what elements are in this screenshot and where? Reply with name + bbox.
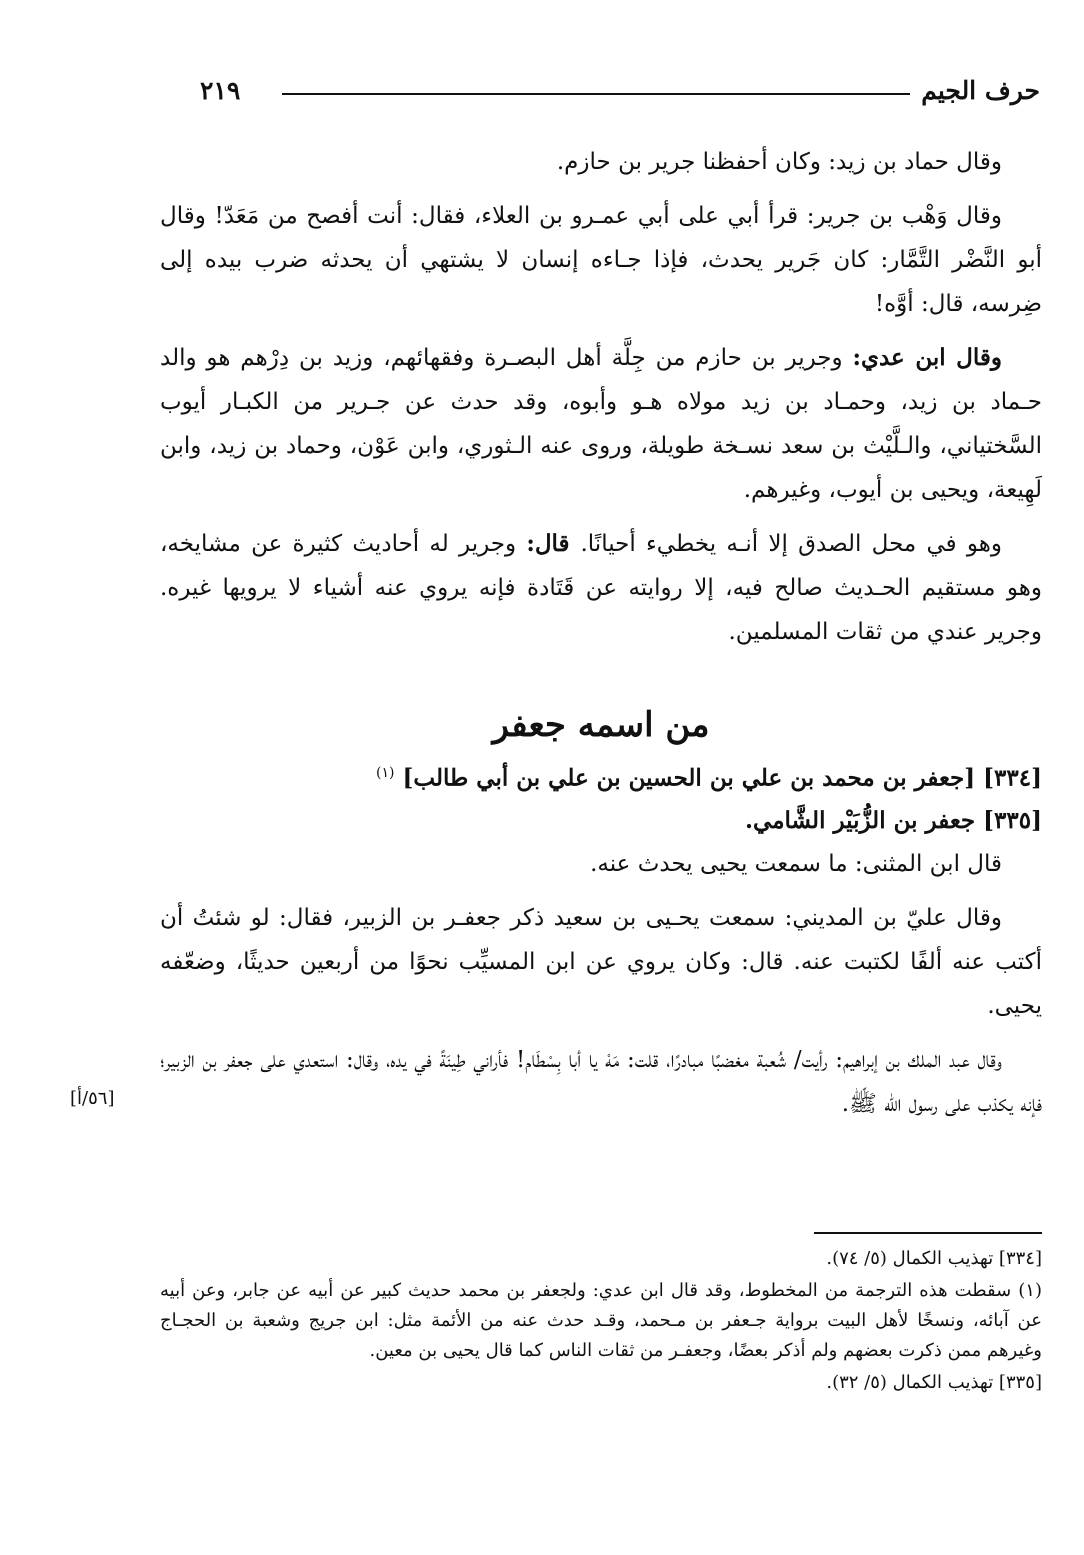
entry-334-title bbox=[160, 752, 1042, 800]
paragraph-7: وقال عبد الملك بن إبراهيم: رأيت/ شُعبة مغضبًا مبادرًا، قلت: مَهْ يا أبا بِسْطَام! فأراني طِينَةً في يده، وقال: استعدي على جعفر بن الزبير؛ فإنه يكذب على رسول الله ﷺ. bbox=[160, 1046, 1042, 1117]
paragraph-5: قال ابن المثنى: ما سمعت يحيى يحدث عنه. bbox=[590, 850, 1002, 877]
paragraph-1: وقال حماد بن زيد: وكان أحفظنا جرير بن حازم. bbox=[556, 149, 1002, 175]
page-number: ٢١٩ bbox=[200, 76, 241, 105]
entry-334-text: [٣٣٤] [جعفر بن محمد بن علي بن الحسين بن علي بن أبي طالب] bbox=[402, 764, 1042, 792]
paragraph-6: وقال عليّ بن المديني: سمعت يحـيى بن سعيد ذكر جعفـر بن الزبير، فقال: لو شئتُ أن أكتب عنه ألفًا لكتبت عنه. قال: وكان يروي عن ابن المسيِّب نحوًا من أربعين حديثًا، وضعّفه يحيى. bbox=[160, 904, 1042, 1019]
footnote-ref-1: (١) bbox=[376, 765, 395, 781]
paragraph-2: وقال وَهْب بن جرير: قرأ أبي على أبي عمـرو بن العلاء، فقال: أنت أفصح من مَعَدّ! وقال أبو النَّضْر التَّمَّار: كان جَرير يحدث، فإذا جـاءه إنسان لا يشتهي أن يحدثه ضرب بيده إلى ضِرسه، قال: أوَّه! bbox=[160, 203, 1042, 317]
entry-335-title: [٣٣٥] جعفر بن الزُّبَيْر الشَّامي. bbox=[745, 806, 1042, 834]
paragraph-3 bbox=[160, 336, 1042, 512]
footnote-rule bbox=[814, 1232, 1042, 1234]
paragraph-4-lead: قال: bbox=[526, 530, 581, 557]
header-rule bbox=[282, 93, 910, 95]
paragraph-3-text: وجرير بن حازم من جِلَّة أهل البصـرة وفقهائهم، وزيد بن دِرْهم هو والد حـماد بن زيد، وحمـاد بن زيد مولاه هـو وأبوه، وقد حدث عن جـرير من الكبـار أيوب السَّختياني، والـلَّيْث بن سعد نسـخة طويلة، وروى عنه الـثوري، وابن عَوْن، وحماد بن زيد، وابن لَهِيعة، ويحيى بن أيوب، وغيرهم. bbox=[160, 345, 1042, 503]
paragraph-3-lead: وقال ابن عدي: bbox=[852, 344, 1002, 371]
footnote-334: [٣٣٤] تهذيب الكمال (٥/ ٧٤). bbox=[826, 1248, 1042, 1269]
paragraph-4-text-a: وهو في محل الصدق إلا أنـه يخطيء أحيانًا. bbox=[580, 531, 1002, 557]
footnote-1: (١) سقطت هذه الترجمة من المخطوط، وقد قال ابن عدي: ولجعفر بن محمد حديث كبير عن أبيه عن جابر، وعن أبيه عن آبائه، ونسخًا لأهل البيت برواية جـعفر بن مـحمد، وقـد حدث عنه من الأئمة مثل: ابن جريج وشعبة بن الحجـاج وغيرهم ممن ذكرت بعضهم ولم أذكر بعضًا، وجعفـر من ثقات الناس كما قال يحيى بن معين. bbox=[160, 1280, 1042, 1361]
paragraph-4-text-b: وجرير له أحاديث كثيرة عن مشايخه، وهو مستقيم الحـديث صالح فيه، إلا روايته عن قَتَادة فإنه يروي عنه أشياء لا يرويها غيره. وجرير عندي من ثقات المسلمين. bbox=[160, 531, 1042, 645]
paragraph-4 bbox=[160, 522, 1042, 654]
footnotes bbox=[160, 1244, 1042, 1400]
running-header bbox=[200, 76, 1040, 112]
section-heading: من اسمه جعفر bbox=[492, 705, 710, 745]
header-title: حرف الجيم bbox=[921, 76, 1040, 105]
manuscript-folio-note: [٥٦/أ] bbox=[70, 1088, 115, 1109]
main-text bbox=[160, 140, 1042, 1136]
footnote-335: [٣٣٥] تهذيب الكمال (٥/ ٣٢). bbox=[826, 1372, 1042, 1393]
